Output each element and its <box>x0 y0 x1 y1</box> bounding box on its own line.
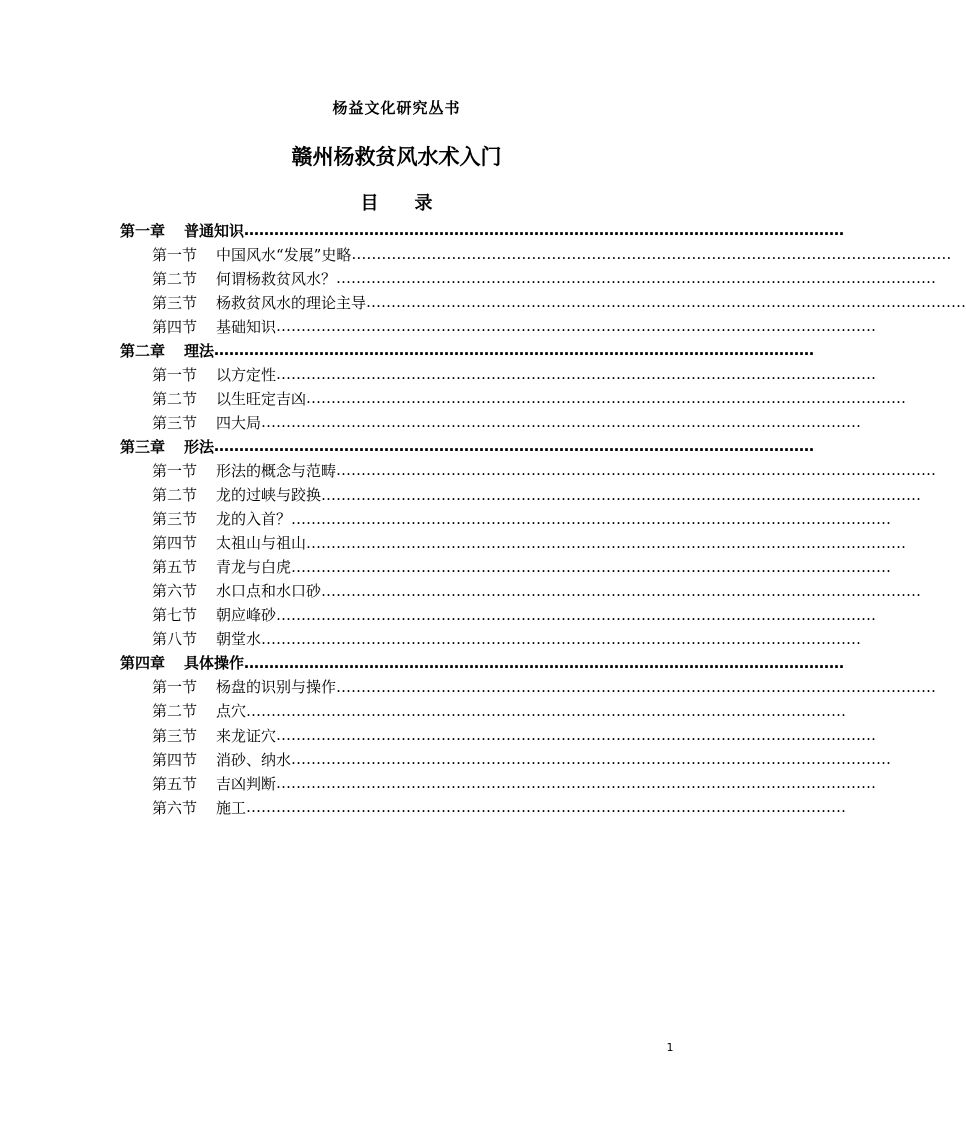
toc-section[interactable] <box>120 699 847 723</box>
section-number: 第二节 <box>152 486 198 505</box>
dot-leader: ………………………………………………………………………………………………………… <box>291 557 892 576</box>
section-title: 中国风水“发展”史略 <box>216 245 352 264</box>
section-title: 杨盘的识别与操作 <box>216 678 337 697</box>
section-number: 第三节 <box>152 726 198 745</box>
section-title: 青龙与白虎 <box>216 558 292 577</box>
section-title: 杨救贫风水的理论主导 <box>216 293 367 312</box>
section-number: 第七节 <box>152 606 198 625</box>
dot-leader: ………………………………………………………………………………………………………… <box>321 485 922 504</box>
section-title: 吉凶判断 <box>216 774 277 793</box>
section-title: 水口点和水口砂 <box>216 582 322 601</box>
section-title: 朝应峰砂 <box>216 606 277 625</box>
dot-leader: ………………………………………………………………………………………………………… <box>291 509 892 528</box>
section-title: 以方定性 <box>216 365 277 384</box>
toc-section[interactable] <box>120 747 892 771</box>
toc-section[interactable] <box>120 386 907 410</box>
chapter-title: 具体操作 <box>184 654 245 673</box>
section-title: 朝堂水 <box>216 630 262 649</box>
toc-section[interactable] <box>120 603 877 627</box>
section-number: 第一节 <box>152 245 198 264</box>
toc-section[interactable] <box>120 531 907 555</box>
toc-section[interactable] <box>120 314 877 338</box>
toc-section[interactable] <box>120 795 847 819</box>
toc-section[interactable] <box>120 410 862 434</box>
dot-leader: ………………………………………………………………………………………………………… <box>261 629 862 648</box>
toc-heading-char-1: 目 <box>360 193 379 214</box>
section-number: 第八节 <box>152 630 198 649</box>
section-number: 第三节 <box>152 293 198 312</box>
dot-leader: ………………………………………………………………………………………………………… <box>246 701 847 720</box>
chapter-title: 形法 <box>184 437 215 456</box>
toc-heading-char-2: 录 <box>414 193 433 214</box>
table-of-contents <box>120 218 966 819</box>
dot-leader: ………………………………………………………………………………………………………… <box>261 413 862 432</box>
dot-leader: ………………………………………………………………………………………………………… <box>276 726 877 744</box>
dot-leader: ………………………………………………………………………………………………………… <box>214 341 815 360</box>
section-number: 第一节 <box>152 461 198 480</box>
section-number: 第五节 <box>152 774 198 793</box>
section-title: 来龙证穴 <box>216 726 277 745</box>
toc-section[interactable] <box>120 771 877 795</box>
section-title: 龙的过峡与跤换 <box>216 486 322 505</box>
dot-leader: ………………………………………………………………………………………………………… <box>214 437 815 456</box>
section-title: 形法的概念与范畴 <box>216 461 337 480</box>
book-title: 赣州杨救贫风水术入门 <box>291 145 502 169</box>
toc-section[interactable] <box>120 483 922 507</box>
toc-section[interactable] <box>120 507 892 531</box>
dot-leader: ………………………………………………………………………………………………………… <box>336 461 937 480</box>
toc-section[interactable] <box>120 627 862 651</box>
section-number: 第三节 <box>152 510 198 529</box>
toc-section[interactable] <box>120 675 937 699</box>
chapter-number: 第一章 <box>120 221 166 240</box>
toc-chapter[interactable] <box>120 218 845 242</box>
dot-leader: ………………………………………………………………………………………………………… <box>336 677 937 696</box>
dot-leader: ………………………………………………………………………………………………………… <box>276 365 877 384</box>
chapter-title: 理法 <box>184 341 215 360</box>
toc-section[interactable] <box>120 555 892 579</box>
dot-leader: ………………………………………………………………………………………………………… <box>244 653 845 672</box>
section-title: 以生旺定吉凶 <box>216 389 307 408</box>
chapter-number: 第三章 <box>120 437 166 456</box>
section-number: 第二节 <box>152 389 198 408</box>
section-number: 第三节 <box>152 413 198 432</box>
dot-leader: ………………………………………………………………………………………………………… <box>306 389 907 408</box>
toc-section[interactable] <box>120 579 922 603</box>
dot-leader: ………………………………………………………………………………………………………… <box>276 774 877 793</box>
toc-section[interactable] <box>120 723 877 747</box>
section-title: 消砂、纳水 <box>216 750 292 769</box>
section-title: 点穴 <box>216 702 247 721</box>
section-title: 太祖山与祖山 <box>216 534 307 553</box>
dot-leader: ………………………………………………………………………………………………………… <box>321 581 922 600</box>
section-title: 基础知识 <box>216 317 277 336</box>
section-number: 第四节 <box>152 317 198 336</box>
dot-leader: ………………………………………………………………………………………………………… <box>366 293 966 312</box>
section-number: 第六节 <box>152 582 198 601</box>
chapter-number: 第二章 <box>120 341 166 360</box>
dot-leader: ………………………………………………………………………………………………………… <box>276 605 877 624</box>
section-number: 第二节 <box>152 702 198 721</box>
section-number: 第一节 <box>152 365 198 384</box>
dot-leader: ………………………………………………………………………………………………………… <box>351 245 952 264</box>
toc-section[interactable] <box>120 266 937 290</box>
toc-section[interactable] <box>120 362 877 386</box>
dot-leader: ………………………………………………………………………………………………………… <box>244 221 845 240</box>
section-title: 龙的入首？ <box>216 510 292 529</box>
toc-chapter[interactable] <box>120 651 845 675</box>
toc-section[interactable] <box>120 290 966 314</box>
series-title: 杨益文化研究丛书 <box>332 99 461 117</box>
dot-leader: ………………………………………………………………………………………………………… <box>276 317 877 336</box>
section-number: 第二节 <box>152 269 198 288</box>
dot-leader: ………………………………………………………………………………………………………… <box>291 750 892 769</box>
toc-heading <box>0 192 793 216</box>
page-number: 1 <box>666 1041 674 1054</box>
section-title: 四大局 <box>216 413 262 432</box>
toc-section[interactable] <box>120 242 952 266</box>
section-number: 第四节 <box>152 534 198 553</box>
dot-leader: ………………………………………………………………………………………………………… <box>306 533 907 552</box>
toc-chapter[interactable] <box>120 434 815 458</box>
section-number: 第四节 <box>152 750 198 769</box>
section-number: 第五节 <box>152 558 198 577</box>
dot-leader: ………………………………………………………………………………………………………… <box>246 798 847 817</box>
chapter-title: 普通知识 <box>184 221 245 240</box>
dot-leader: ………………………………………………………………………………………………………… <box>336 269 937 288</box>
section-number: 第一节 <box>152 678 198 697</box>
section-number: 第六节 <box>152 798 198 817</box>
section-title: 何谓杨救贫风水？ <box>216 269 337 288</box>
toc-chapter[interactable] <box>120 338 815 362</box>
chapter-number: 第四章 <box>120 654 166 673</box>
toc-section[interactable] <box>120 458 937 482</box>
section-title: 施工 <box>216 798 247 817</box>
